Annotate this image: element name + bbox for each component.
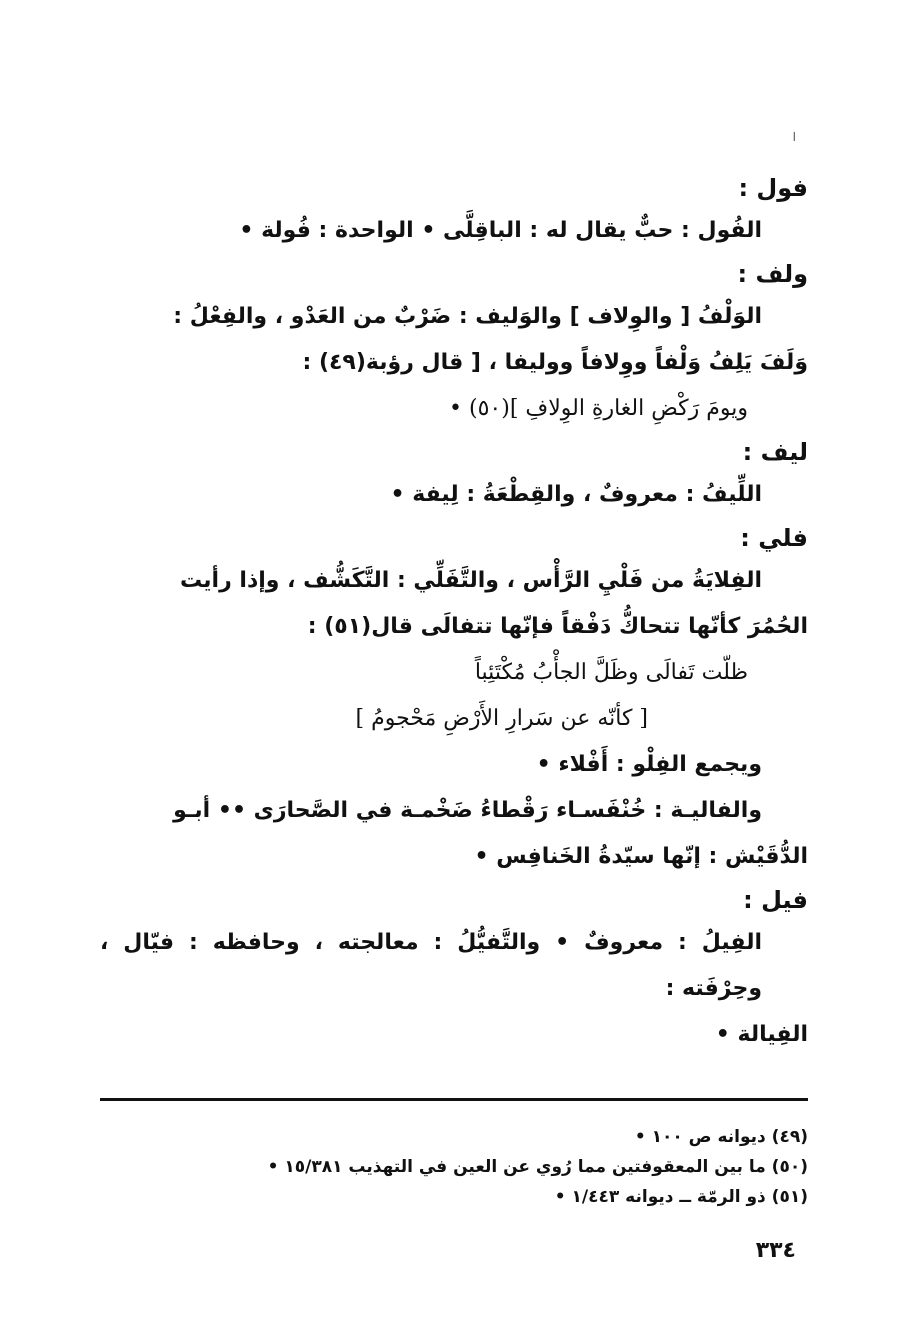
entry-head-fly: فلي : bbox=[740, 524, 808, 552]
entry-text-line: اللِّيفُ : معروفٌ ، والقِطْعَةُ : لِيفة • bbox=[390, 482, 762, 507]
entry-text-line: الفِيلُ : معروفٌ • والتَّفيُّلُ : معالجته ، وحافظه : فيّال ، وحِرْفَته : bbox=[100, 930, 762, 1001]
footnote-50: (٥٠) ما بين المعقوفتين مما رُوي عن العين في التهذيب ١٥/٣٨١ • bbox=[267, 1157, 808, 1177]
entry-text-line: الفِيالة • bbox=[715, 1022, 808, 1047]
footnote-49: (٤٩) ديوانه ص ١٠٠ • bbox=[634, 1127, 808, 1147]
verse-line-bracketed: [ كأنّه عن سَرارِ الأَرْضِ مَحْجومُ ] bbox=[355, 706, 648, 731]
entry-head-fyl: فيل : bbox=[743, 886, 808, 914]
footnote-divider bbox=[100, 1098, 808, 1101]
footnote-51: (٥١) ذو الرمّة ــ ديوانه ١/٤٤٣ • bbox=[554, 1187, 808, 1207]
dictionary-body bbox=[100, 168, 808, 1058]
verse-line: ويومَ رَكْضِ الغارةِ الوِلافِ ](٥٠) • bbox=[449, 396, 748, 421]
verse-line: ظلّت تَفالَى وظَلَّ الجأْبُ مُكْتَئِباً bbox=[474, 660, 748, 685]
entry-text-line: ويجمع الفِلْو : أَفْلاء • bbox=[536, 752, 762, 777]
entry-head-wlf: ولف : bbox=[737, 260, 808, 288]
entry-text-line: والفاليـة : خُنْفَسـاء رَقْطاءُ ضَخْمـة في الصَّحارَى •• أبـو bbox=[173, 798, 762, 823]
entry-text-line: الوَلْفُ [ والوِلاف ] والوَليف : ضَرْبٌ من العَدْو ، والفِعْلُ : bbox=[173, 304, 762, 329]
page-number: ٣٣٤ bbox=[755, 1238, 796, 1263]
entry-head-lyf: ليف : bbox=[742, 438, 808, 466]
footnotes bbox=[100, 1122, 808, 1212]
entry-text-line: الحُمُرَ كأنّها تتحاكُّ دَفْقاً فإنّها تتفالَى قال(٥١) : bbox=[307, 614, 808, 639]
entry-text-line: الدُّقَيْش : إنّها سيّدةُ الخَنافِس • bbox=[474, 844, 808, 869]
entry-text-line: وَلَفَ يَلِفُ وَلْفاً ووِلافاً ووليفا ، [ قال رؤبة(٤٩) : bbox=[302, 350, 808, 375]
entry-head-fwl: فول : bbox=[738, 174, 808, 202]
entry-text-line: الفُول : حبٌّ يقال له : الباقِلَّى • الواحدة : فُولة • bbox=[239, 218, 762, 243]
corner-mark: ا bbox=[792, 130, 796, 144]
entry-text-line: الفِلايَةُ من فَلْيِ الرَّأْس ، والتَّفَلِّي : التَّكَشُّف ، وإذا رأيت bbox=[180, 568, 762, 593]
